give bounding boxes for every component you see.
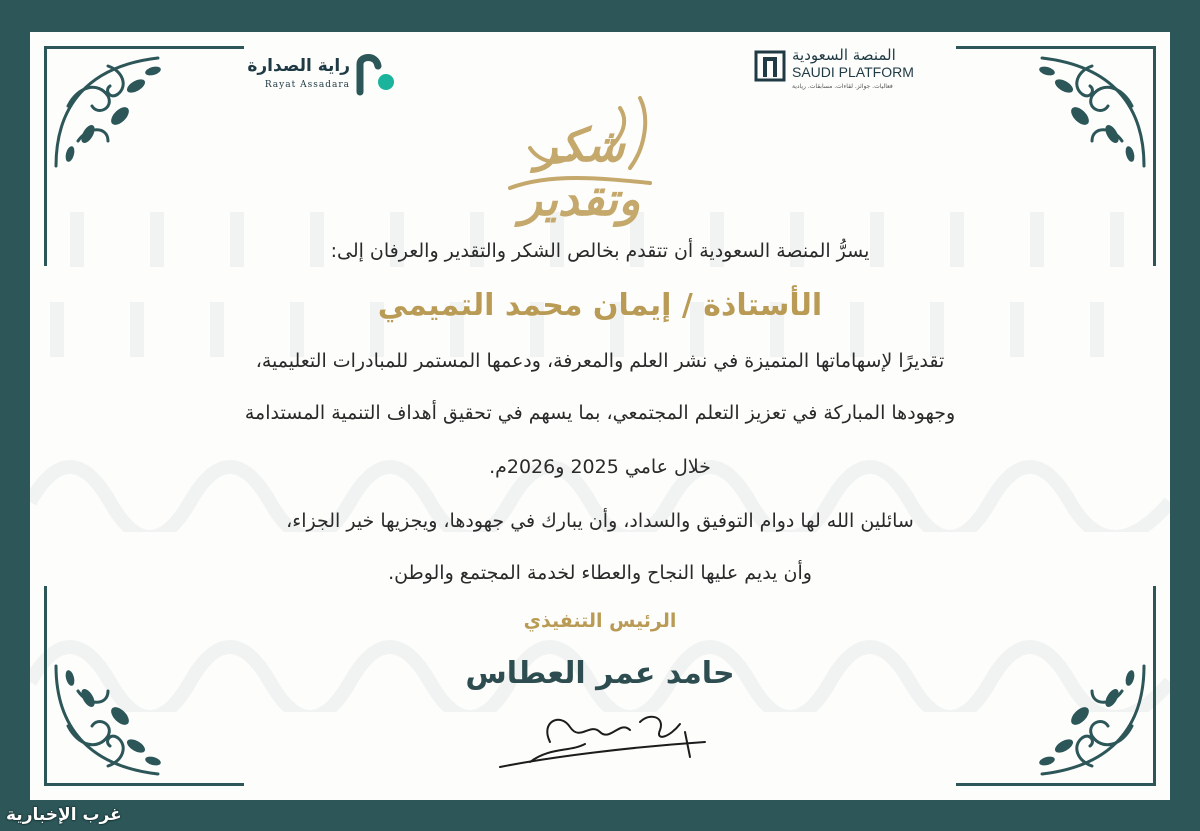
rayat-assadara-mark-icon — [354, 52, 398, 96]
signatory-role: الرئيس التنفيذي — [523, 610, 677, 632]
body-line: خلال عامي 2025 و2026م. — [489, 456, 711, 478]
intro-text: يسرُّ المنصة السعودية أن تتقدم بخالص الشكر والتقدير والعرفان إلى: — [330, 240, 870, 262]
saudi-platform-mark-icon — [754, 50, 786, 82]
frame-left-top — [44, 46, 47, 266]
body-line: سائلين الله لها دوام التوفيق والسداد، وأن يبارك في جهودها، ويجزيها خير الجزاء، — [286, 510, 914, 532]
title-text: شكر وتقدير — [519, 118, 641, 226]
rayat-assadara-arabic: راية الصدارة — [247, 56, 350, 76]
certificate-paper — [30, 32, 1170, 800]
rayat-assadara-english: Rayat Assadara — [264, 80, 350, 90]
watermark-brand: غرب الإخبارية — [6, 805, 122, 825]
corner-ornament-top-left — [48, 46, 178, 176]
saudi-platform-logo — [754, 46, 924, 102]
body-line: تقديرًا لإسهاماتها المتميزة في نشر العلم والمعرفة، ودعمها المستمر للمبادرات التعليمية، — [255, 350, 945, 372]
saudi-platform-arabic: المنصة السعودية — [792, 46, 896, 64]
body-line: وأن يديم عليها النجاح والعطاء لخدمة المجتمع والوطن. — [388, 562, 812, 584]
signature-scribble-icon — [490, 702, 720, 782]
saudi-platform-english: SAUDI PLATFORM — [792, 64, 914, 80]
honoree-name: الأستاذة / إيمان محمد التميمي — [377, 288, 823, 323]
signature — [490, 702, 720, 782]
frame-right-top — [1153, 46, 1156, 266]
saudi-platform-tagline: فعاليات. جوائز. لقاءات. مسابقات. ريادية — [792, 83, 893, 90]
corner-ornament-top-right — [1022, 46, 1152, 176]
signatory-name: حامد عمر العطاس — [465, 656, 735, 691]
frame-left-bottom — [44, 586, 47, 786]
title-calligraphy — [470, 78, 690, 226]
body-line: وجهودها المباركة في تعزيز التعلم المجتمعي، بما يسهم في تحقيق أهداف التنمية المستدامة — [244, 402, 956, 424]
rayat-assadara-logo — [248, 50, 398, 100]
frame-right-bottom — [1153, 586, 1156, 786]
